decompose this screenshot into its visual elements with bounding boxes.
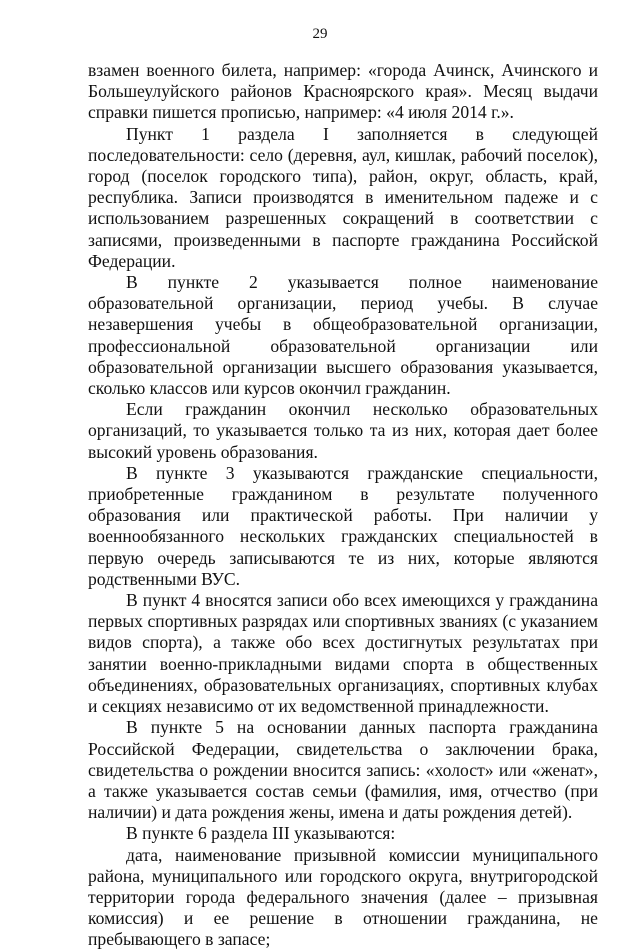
paragraph-continuation: взамен военного билета, например: «города Ачинск, Ачинского и Большеулуйского районов Красноярского края». Месяц выдачи справки пишется прописью, например: «4 июля 2014 г.».	[88, 60, 598, 123]
paragraph-multiple-organizations: Если гражданин окончил несколько образовательных организаций, то указывается только та из них, которая дает более высокий уровень образования.	[88, 399, 598, 462]
paragraph-item-1: Пункт 1 раздела I заполняется в следующей последовательности: село (деревня, аул, кишлак, рабочий поселок), город (поселок городского типа), район, округ, область, край, республика. Записи производятся в именительном падеже и с использованием разрешенных сокращений в соответствии с записями, произведенными в паспорте гражданина Российской Федерации.	[88, 123, 598, 271]
paragraph-item-6-date: дата, наименование призывной комиссии муниципального района, муниципального или городского округа, внутригородской территории города федерального значения (далее – призывная комиссия) и ее решение в отношении гражданина, не пребывающего в запасе;	[88, 844, 598, 950]
paragraph-item-6-heading: В пункте 6 раздела III указываются:	[126, 823, 396, 844]
page-number: 29	[312, 26, 328, 42]
paragraph-item-2: В пункте 2 указывается полное наименование образовательной организации, период учебы. В случае незавершения учебы в общеобразовательной организации, профессиональной образовательной организации или образовательной организации высшего образования указывается, сколько классов или курсов окончил гражданин.	[88, 272, 598, 399]
paragraph-item-4: В пункт 4 вносятся записи обо всех имеющихся у гражданина первых спортивных разрядах или спортивных званиях (с указанием видов спорта), а также обо всех достигнутых результатах при занятии военно-прикладными видами спорта в общественных объединениях, образовательных организациях, спортивных клубах и секциях независимо от их ведомственной принадлежности.	[88, 590, 598, 717]
body-text	[88, 60, 598, 951]
paragraph-item-5: В пункте 5 на основании данных паспорта гражданина Российской Федерации, свидетельства о заключении брака, свидетельства о рождении вносится запись: «холост» или «женат», а также указывается состав семьи (фамилия, имя, отчество (при наличии) и дата рождения жены, имена и даты рождения детей).	[88, 717, 598, 823]
paragraph-item-3: В пункте 3 указываются гражданские специальности, приобретенные гражданином в результате полученного образования или практической работы. При наличии у военнообязанного нескольких гражданских специальностей в первую очередь записываются те из них, которые являются родственными ВУС.	[88, 462, 598, 589]
